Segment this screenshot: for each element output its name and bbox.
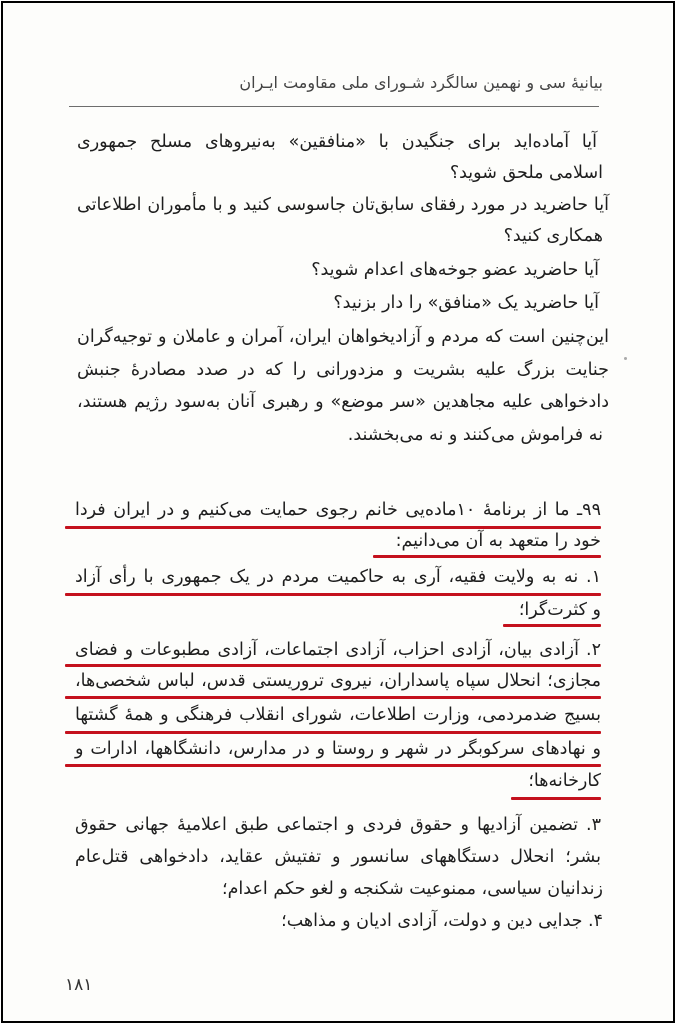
program-item-1: ۱. نه به ولایت فقیه، آری به حاکمیت مردم در یک جمهوری با رأی آزاد: [75, 567, 601, 587]
program-item-2: مجازی؛ انحلال سپاه پاسداران، نیروی تروریستی قدس، لباس شخصی‌ها،: [75, 671, 601, 691]
red-underline: [65, 593, 601, 596]
program-item-2: و نهادهای سرکوبگر در شهر و روستا و در مدارس، دانشگاهها، ادارات و: [75, 739, 601, 759]
program-item-2: ۲. آزادی بیان، آزادی احزاب، آزادی اجتماعات، آزادی مطبوعات و فضای: [75, 640, 601, 660]
program-item-3: بشر؛ انحلال دستگاههای سانسور و تفتیش عقاید، دادخواهی قتل‌عام: [75, 847, 601, 867]
running-header: بیانیهٔ سی و نهمین سالگرد شـورای ملی مقاومت ایـران: [239, 73, 603, 92]
red-underline: [511, 797, 601, 800]
body-line: نه فراموش می‌کنند و نه می‌بخشند.: [347, 425, 603, 445]
program-item-4: ۴. جدایی دین و دولت، آزادی ادیان و مذاهب؛: [281, 911, 603, 931]
body-line: آیا حاضرید در مورد رفقای سابق‌تان جاسوسی کنید و با مأموران اطلاعاتی: [77, 195, 609, 215]
program-item-3: زندانیان سیاسی، ممنوعیت شکنجه و لغو حکم اعدام؛: [222, 879, 603, 899]
page-frame: [1, 1, 675, 1023]
red-underline: [65, 731, 601, 734]
header-rule: [69, 106, 599, 107]
program-item-2: کارخانه‌ها؛: [528, 771, 601, 791]
program-intro-line: خود را متعهد به آن می‌دانیم:: [395, 531, 601, 551]
body-line: همکاری کنید؟: [503, 226, 603, 246]
program-item-1: و کثرت‌گرا؛: [518, 600, 601, 620]
red-underline: [373, 555, 601, 558]
body-line: آیا حاضرید یک «منافق» را دار بزنید؟: [333, 293, 599, 313]
red-underline: [65, 696, 601, 699]
body-line: جنایت بزرگ علیه بشریت و مزدورانی را که در صدد مصادرهٔ جنبش: [77, 360, 609, 380]
red-underline: [65, 664, 601, 667]
red-underline: [65, 526, 601, 529]
body-line: دادخواهی علیه مجاهدین «سر موضع» و رهبری آنان به‌سود رژیم هستند،: [77, 392, 609, 412]
program-intro-line: ۹۹ـ ما از برنامهٔ ۱۰ماده‌یی خانم رجوی حمایت می‌کنیم و در ایران فردا: [75, 500, 601, 520]
body-line: آیا حاضرید عضو جوخه‌های اعدام شوید؟: [311, 260, 599, 280]
body-line: این‌چنین است که مردم و آزادیخواهان ایران، آمران و عاملان و توجیه‌گران: [77, 327, 609, 347]
red-underline: [65, 764, 601, 767]
paper-speck: [624, 357, 627, 360]
page-number: ۱۸۱: [65, 975, 93, 995]
body-line: آیا آماده‌اید برای جنگیدن با «منافقین» به‌نیروهای مسلح جمهوری: [77, 132, 597, 152]
program-item-2: بسیج ضدمردمی، وزارت اطلاعات، شورای انقلاب فرهنگی و همهٔ گشتها: [75, 705, 601, 725]
red-underline: [503, 624, 601, 627]
program-item-3: ۳. تضمین آزادیها و حقوق فردی و اجتماعی طبق اعلامیهٔ جهانی حقوق: [75, 815, 601, 835]
body-line: اسلامی ملحق شوید؟: [449, 163, 603, 183]
